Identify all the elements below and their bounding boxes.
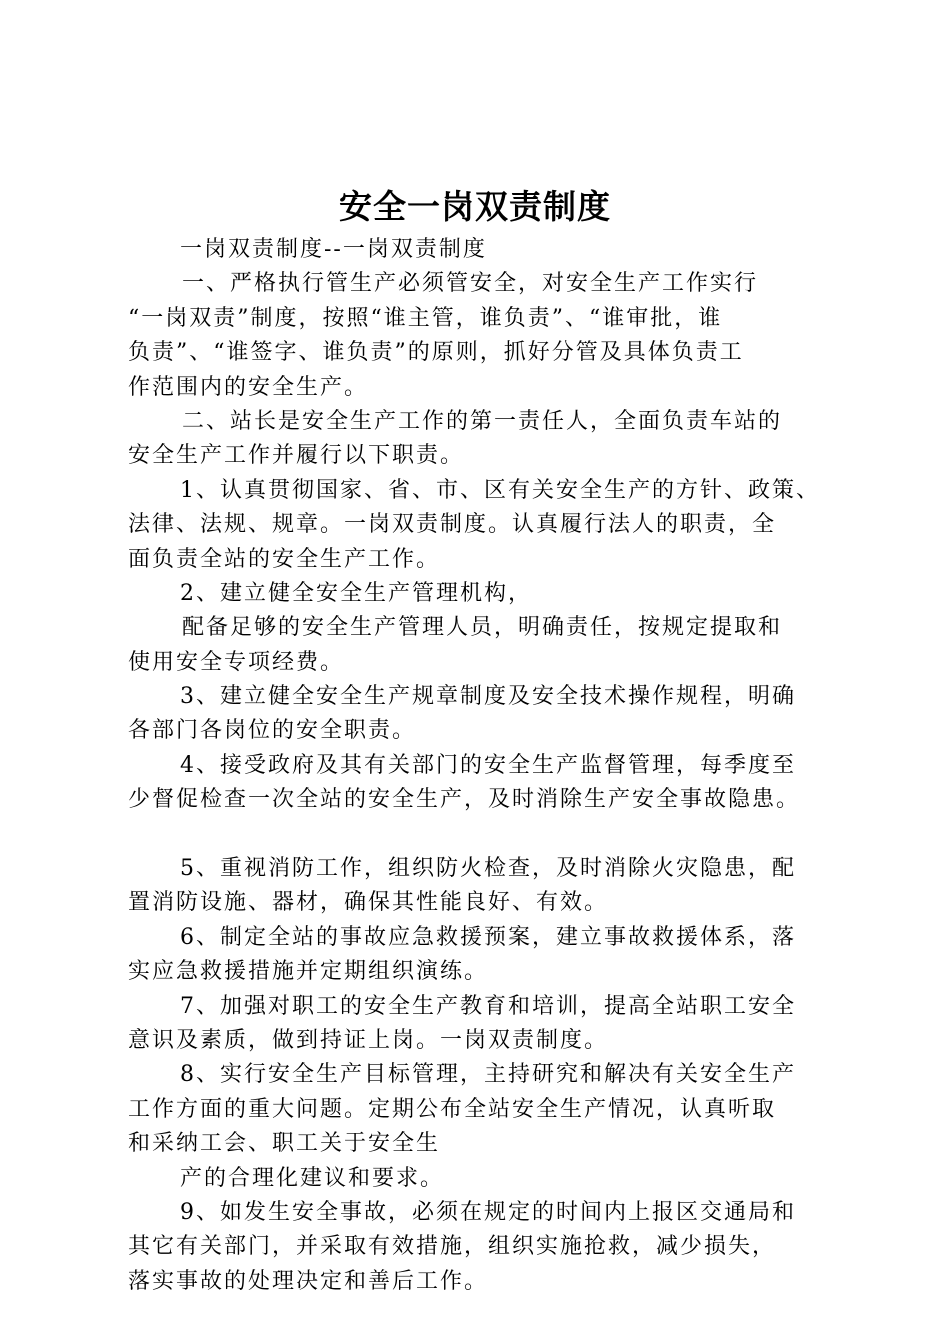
paragraph-line: 二、站长是安全生产工作的第一责任人，全面负责车站的 xyxy=(182,408,783,434)
paragraph-line: 安全生产工作并履行以下职责。 xyxy=(128,443,465,469)
paragraph-line: 落实事故的处理决定和善后工作。 xyxy=(128,1268,489,1294)
paragraph-line: 一、严格执行管生产必须管安全，对安全生产工作实行 xyxy=(182,271,759,297)
document-body xyxy=(128,233,838,1299)
paragraph-line: 1、认真贯彻国家、省、市、区有关安全生产的方针、政策、 xyxy=(180,477,820,503)
paragraph-line: 作范围内的安全生产。 xyxy=(128,374,369,400)
paragraph-line: 8、实行安全生产目标管理，主持研究和解决有关安全生产 xyxy=(180,1062,796,1088)
paragraph-line: “一岗双责”制度，按照“谁主管，谁负责”、“谁审批，谁 xyxy=(128,305,723,331)
paragraph-line: 实应急救援措施并定期组织演练。 xyxy=(128,959,489,985)
blank-line xyxy=(128,818,838,852)
paragraph-line: 各部门各岗位的安全职责。 xyxy=(128,718,417,744)
paragraph-line: 9、如发生安全事故，必须在规定的时间内上报区交通局和 xyxy=(180,1199,796,1225)
paragraph-line: 4、接受政府及其有关部门的安全生产监督管理，每季度至 xyxy=(180,752,796,778)
paragraph-line: 产的合理化建议和要求。 xyxy=(180,1165,445,1191)
subtitle-line: 一岗双责制度--一岗双责制度 xyxy=(180,237,487,262)
paragraph-line: 2、建立健全安全生产管理机构， xyxy=(180,580,532,606)
paragraph-line: 少督促检查一次全站的安全生产，及时消除生产安全事故隐患。 xyxy=(128,787,801,813)
paragraph-line: 5、重视消防工作，组织防火检查，及时消除火灾隐患，配 xyxy=(180,856,796,882)
paragraph-line: 其它有关部门，并采取有效措施，组织实施抢救，减少损失， xyxy=(128,1234,777,1260)
paragraph-line: 6、制定全站的事故应急救援预案，建立事故救援体系，落 xyxy=(180,924,796,950)
paragraph-line: 和采纳工会、职工关于安全生 xyxy=(128,1131,441,1157)
paragraph-line: 配备足够的安全生产管理人员，明确责任，按规定提取和 xyxy=(182,615,783,641)
paragraph-line: 负责”、“谁签字、谁负责”的原则，抓好分管及具体负责工 xyxy=(128,340,744,366)
document-title: 安全一岗双责制度 xyxy=(339,187,611,226)
paragraph-line: 意识及素质，做到持证上岗。一岗双责制度。 xyxy=(128,1027,609,1053)
paragraph-line: 7、加强对职工的安全生产教育和培训，提高全站职工安全 xyxy=(180,993,796,1019)
paragraph-line: 置消防设施、器材，确保其性能良好、有效。 xyxy=(128,890,609,916)
paragraph-line: 面负责全站的安全生产工作。 xyxy=(128,546,441,572)
paragraph-line: 工作方面的重大问题。定期公布全站安全生产情况，认真听取 xyxy=(128,1096,777,1122)
paragraph-line: 3、建立健全安全生产规章制度及安全技术操作规程，明确 xyxy=(180,684,796,710)
paragraph-line: 使用安全专项经费。 xyxy=(128,649,345,675)
paragraph-line: 法律、法规、规章。一岗双责制度。认真履行法人的职责，全 xyxy=(128,512,777,538)
